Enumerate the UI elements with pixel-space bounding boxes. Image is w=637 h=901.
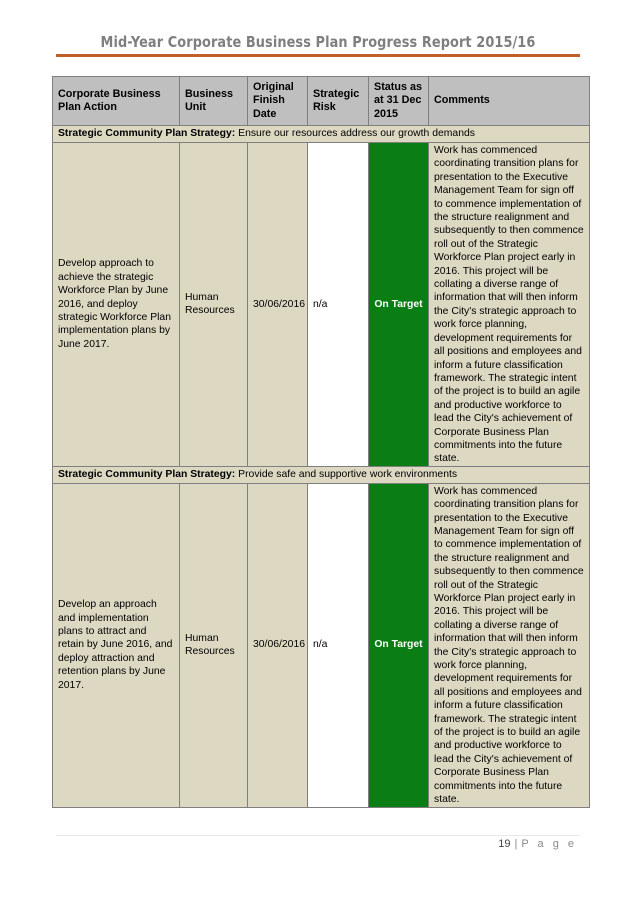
page-footer bbox=[498, 838, 577, 850]
status-cell: On Target bbox=[369, 483, 429, 807]
strategy-text: Ensure our resources address our growth demands bbox=[238, 128, 475, 140]
risk-cell: n/a bbox=[308, 483, 369, 807]
table-header-row bbox=[53, 77, 590, 126]
strategy-text: Provide safe and supportive work environments bbox=[238, 469, 458, 481]
page-title: Mid-Year Corporate Business Plan Progress Report 2015/16 bbox=[100, 33, 536, 51]
strategy-label: Strategic Community Plan Strategy: bbox=[58, 469, 236, 481]
finish-date-cell: 30/06/2016 bbox=[248, 483, 308, 807]
column-header-unit: Business Unit bbox=[180, 77, 248, 126]
header-divider bbox=[56, 54, 580, 57]
table-row bbox=[53, 143, 590, 467]
column-header-action: Corporate Business Plan Action bbox=[53, 77, 180, 126]
strategy-cell bbox=[53, 126, 590, 143]
strategy-row bbox=[53, 126, 590, 143]
table-row bbox=[53, 483, 590, 807]
page-number: 19 bbox=[498, 838, 511, 850]
page-label: P a g e bbox=[521, 838, 577, 850]
strategy-label: Strategic Community Plan Strategy: bbox=[58, 128, 236, 140]
column-header-status: Status as at 31 Dec 2015 bbox=[369, 77, 429, 126]
footer-divider bbox=[56, 835, 580, 836]
strategy-row bbox=[53, 466, 590, 483]
risk-cell: n/a bbox=[308, 143, 369, 467]
unit-cell: Human Resources bbox=[180, 143, 248, 467]
status-cell: On Target bbox=[369, 143, 429, 467]
comments-cell: Work has commenced coordinating transition plans for presentation to the Executive Management Team for sign off to commence implementation of the structure realignment and subsequently to then commence roll out of the Strategic Workforce Plan project early in 2016. This project will be collating a diverse range of information that will then inform the City's strategic approach to work force planning, development requirements for all positions and employees and inform a future classification framework. The strategic intent of the project is to build an agile and productive workforce to lead the City's achievement of Corporate Business Plan commitments into the future state. bbox=[429, 483, 590, 807]
finish-date-cell: 30/06/2016 bbox=[248, 143, 308, 467]
unit-cell: Human Resources bbox=[180, 483, 248, 807]
action-cell: Develop an approach and implementation plans to attract and retain by June 2016, and deploy attraction and retention plans by June 2017. bbox=[53, 483, 180, 807]
column-header-risk: Strategic Risk bbox=[308, 77, 369, 126]
action-cell: Develop approach to achieve the strategic Workforce Plan by June 2016, and deploy strategic Workforce Plan implementation plans by June 2017. bbox=[53, 143, 180, 467]
progress-table bbox=[52, 76, 590, 808]
footer-separator: | bbox=[514, 838, 518, 850]
column-header-finish-date: Original Finish Date bbox=[248, 77, 308, 126]
column-header-comments: Comments bbox=[429, 77, 590, 126]
strategy-cell bbox=[53, 466, 590, 483]
comments-cell: Work has commenced coordinating transition plans for presentation to the Executive Management Team for sign off to commence implementation of the structure realignment and subsequently to then commence roll out of the Strategic Workforce Plan project early in 2016. This project will be collating a diverse range of information that will then inform the City's strategic approach to work force planning, development requirements for all positions and employees and inform a future classification framework. The strategic intent of the project is to build an agile and productive workforce to lead the City's achievement of Corporate Business Plan commitments into the future state. bbox=[429, 143, 590, 467]
